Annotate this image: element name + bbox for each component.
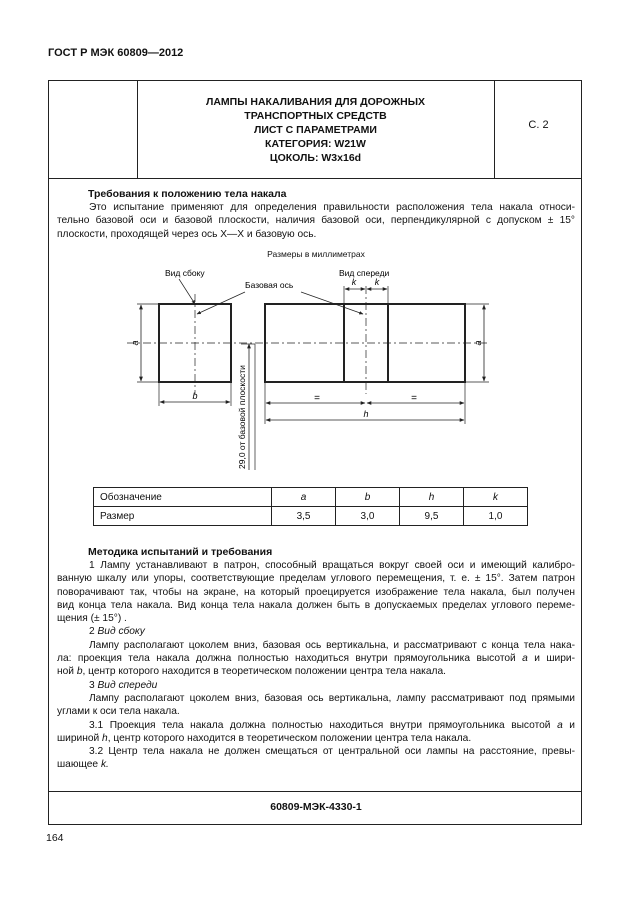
dim-a-label: a <box>473 340 483 346</box>
table-cell: b <box>336 488 400 507</box>
dim-a-label: a <box>130 340 140 346</box>
filament-position-diagram <box>49 264 583 479</box>
table-cell: 3,0 <box>336 507 400 526</box>
text-line: Это испытание применяют для определения правильности расположения тела накала относи- <box>89 202 575 213</box>
title-line: ЛИСТ С ПАРАМЕТРАМИ <box>254 124 377 136</box>
base-plane-label: 29,0 от базовой плоскости <box>237 365 247 469</box>
text-line: углами к оси тела накала. <box>57 706 180 718</box>
subsection-heading: 2 Вид сбоку <box>89 626 145 638</box>
text-line: щения (± 15°) . <box>57 613 127 625</box>
parameters-table <box>93 487 528 526</box>
text-line: шириной h, центр которого находится в теоретическом положении центра тела накала. <box>57 732 472 744</box>
dim-k-label: k <box>374 277 380 287</box>
table-row <box>94 488 528 507</box>
title-line: КАТЕГОРИЯ: W21W <box>265 138 366 150</box>
method-title: Методика испытаний и требования <box>88 546 273 558</box>
table-cell: Обозначение <box>94 488 272 507</box>
table-cell: 9,5 <box>400 507 464 526</box>
dim-h-label: h <box>363 409 369 419</box>
text-line: ванную шкалу или упоры, соответствующие пределам углового перемещения, т. е. ± 15°. Затем патрон <box>57 573 575 585</box>
title-line: ЦОКОЛЬ: W3x16d <box>269 152 362 164</box>
text-line: Лампу располагают цоколем вниз, базовая ось вертикальна, лампу рассматривают под прямыми <box>89 692 575 704</box>
table-row <box>94 507 528 526</box>
dim-b-label: b <box>192 391 198 401</box>
text-line: ной b, центр которого находится в теоретическом положении центра тела накала. <box>57 666 446 678</box>
header-bottom-line <box>49 178 581 179</box>
table-cell: h <box>400 488 464 507</box>
dimensions-note: Размеры в миллиметрах <box>267 249 365 259</box>
side-view-leader <box>179 279 195 304</box>
table-cell: 3,5 <box>272 507 336 526</box>
front-view-label: Вид спереди <box>339 268 390 278</box>
title-line: ТРАНСПОРТНЫХ СРЕДСТВ <box>244 110 387 122</box>
footer-line <box>49 791 581 792</box>
equal-mark: = <box>314 393 320 404</box>
text-line: шающее k. <box>57 759 109 771</box>
text-line: 3.2 Центр тела накала не должен смещаться от центральной оси лампы на расстояние, превы- <box>89 746 575 758</box>
text-line: вид конца тела накала. Вид конца тела накала должен быть в допускаемых пределах углового переме- <box>57 599 575 611</box>
sheet-code: 60809-МЭК-4330-1 <box>270 801 362 813</box>
requirements-text <box>57 201 575 241</box>
standard-id: ГОСТ Р МЭК 60809—2012 <box>48 47 184 59</box>
sheet-page: С. 2 <box>528 119 549 131</box>
sheet-frame <box>48 80 582 825</box>
text-line: 1 Лампу устанавливают в патрон, способный вращаться вокруг своей оси и имеющий калибро- <box>89 560 575 571</box>
table-cell: Размер <box>94 507 272 526</box>
base-axis-label: Базовая ось <box>245 280 294 290</box>
text-line: 3.1 Проекция тела накала должна полностью находиться внутри прямоугольника высотой a и <box>89 719 575 731</box>
text-line: плоскости, проходящей через ось X—X и базовую ось. <box>57 228 317 240</box>
table-cell: k <box>463 488 527 507</box>
page-number: 164 <box>46 832 64 844</box>
table-cell: 1,0 <box>463 507 527 526</box>
sheet-title <box>137 95 494 165</box>
method-text <box>57 559 575 772</box>
text-line: тельно базовой оси и базовой плоскости, наличия базовой оси, перпендикулярной с допуском ± 15° <box>57 215 575 227</box>
text-line: Лампу располагают цоколем вниз, базовая ось вертикальна, и рассматривают с конца тела нака- <box>89 639 575 651</box>
dim-k-label: k <box>351 277 357 287</box>
equal-mark: = <box>411 393 417 404</box>
side-view-label: Вид сбоку <box>165 268 205 278</box>
requirements-title: Требования к положению тела накала <box>88 188 287 200</box>
subsection-heading: 3 Вид спереди <box>89 679 158 691</box>
text-line: поворачивают так, чтобы на экране, на который проецируется изображение тела накала, был получен <box>57 586 575 598</box>
table-cell: a <box>272 488 336 507</box>
title-line: ЛАМПЫ НАКАЛИВАНИЯ ДЛЯ ДОРОЖНЫХ <box>205 96 426 108</box>
text-line: ла: проекция тела накала должна полностью находиться внутри прямоугольника высотой a и шири- <box>57 653 575 665</box>
